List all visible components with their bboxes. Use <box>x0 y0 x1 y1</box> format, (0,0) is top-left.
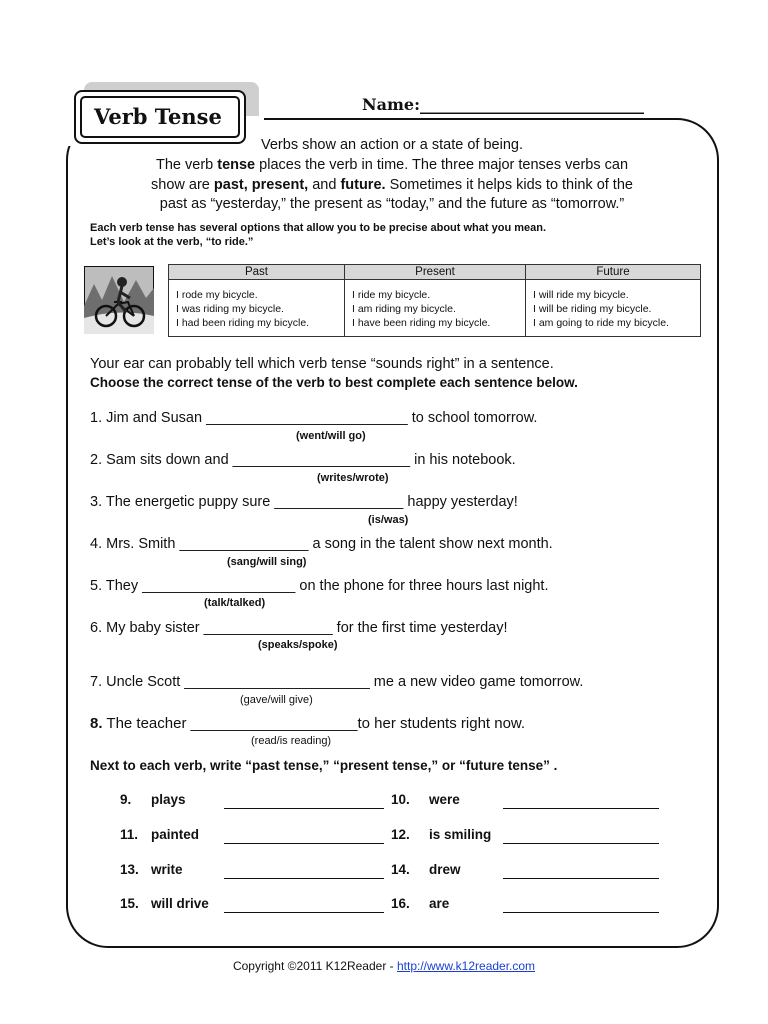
instruction-line-2: Choose the correct tense of the verb to best complete each sentence below. <box>90 375 578 390</box>
hint-4: (sang/will sing) <box>227 556 307 568</box>
answer-line[interactable] <box>503 808 659 809</box>
answer-blank[interactable]: ___________________ <box>142 578 296 594</box>
question-number: 8. <box>90 715 103 732</box>
question-text: to school tomorrow. <box>407 410 538 426</box>
table-line: I am going to ride my bicycle. <box>533 317 669 329</box>
table-header-past: Past <box>169 265 345 280</box>
intro-text: show are <box>151 177 214 193</box>
intro-text: Sometimes it helps kids to think of the <box>385 177 633 193</box>
question-8 <box>90 715 525 732</box>
name-field-label: Name:____________________________ <box>362 95 645 114</box>
answer-blank[interactable]: _________________________ <box>206 410 408 426</box>
answer-line[interactable] <box>503 843 659 844</box>
table-line: I will be riding my bicycle. <box>533 303 652 315</box>
intro-line-2 <box>84 157 700 173</box>
answer-blank[interactable]: ______________________ <box>232 452 411 468</box>
item-verb: were <box>429 792 460 807</box>
item-verb: painted <box>151 827 200 842</box>
table-line: I had been riding my bicycle. <box>176 317 310 329</box>
table-cell-future <box>526 280 701 337</box>
verb-tense-table <box>168 264 701 337</box>
table-cell-present <box>345 280 526 337</box>
note-line-1: Each verb tense has several options that allow you to be precise about what you mean. <box>90 222 547 234</box>
copyright-text: Copyright ©2011 K12Reader - <box>232 959 397 973</box>
item-verb: are <box>429 896 450 911</box>
answer-blank[interactable]: ________________ <box>203 620 333 636</box>
question-text: to her students right now. <box>357 715 526 732</box>
question-text: 6. My baby sister <box>90 620 204 636</box>
question-text: 3. The energetic puppy sure <box>90 494 275 510</box>
table-line: I will ride my bicycle. <box>533 289 629 301</box>
intro-text: places the verb in time. The three major tenses verbs can <box>255 157 629 173</box>
table-line: I ride my bicycle. <box>352 289 431 301</box>
intro-line-1: Verbs show an action or a state of being. <box>261 137 523 153</box>
item-verb: is smiling <box>429 827 492 842</box>
question-text: a song in the talent show next month. <box>308 536 553 552</box>
item-verb: drew <box>429 862 461 877</box>
k12reader-link[interactable]: http://www.k12reader.com <box>396 959 536 973</box>
hint-6: (speaks/spoke) <box>258 639 338 651</box>
bicycle-rider-illustration <box>84 266 154 334</box>
note-line-2: Let’s look at the verb, “to ride.” <box>90 236 254 248</box>
question-text: in his notebook. <box>410 452 516 468</box>
question-text: 7. Uncle Scott <box>90 674 185 690</box>
item-verb: will drive <box>151 896 209 911</box>
answer-line[interactable] <box>224 912 384 913</box>
answer-line[interactable] <box>224 808 384 809</box>
table-line: I am riding my bicycle. <box>352 303 456 315</box>
answer-line[interactable] <box>503 878 659 879</box>
question-5 <box>90 578 548 594</box>
question-text: The teacher <box>102 715 191 732</box>
question-text: me a new video game tomorrow. <box>369 674 584 690</box>
question-2 <box>90 452 516 468</box>
question-text: on the phone for three hours last night. <box>295 578 549 594</box>
intro-line-3 <box>84 177 700 193</box>
question-text: 2. Sam sits down and <box>90 452 233 468</box>
question-1 <box>90 410 537 426</box>
question-text: 4. Mrs. Smith <box>90 536 180 552</box>
item-number: 15. <box>120 896 139 911</box>
intro-text: and <box>308 177 341 193</box>
item-number: 13. <box>120 862 139 877</box>
table-line: I rode my bicycle. <box>176 289 258 301</box>
answer-blank[interactable]: _______________________ <box>184 674 370 690</box>
question-7 <box>90 674 583 690</box>
part2-instruction: Next to each verb, write “past tense,” “present tense,” or “future tense” . <box>90 758 558 773</box>
table-cell-past <box>169 280 345 337</box>
table-line: I have been riding my bicycle. <box>352 317 491 329</box>
answer-blank[interactable]: ____________________ <box>190 715 358 732</box>
answer-blank[interactable]: ________________ <box>179 536 309 552</box>
item-number: 12. <box>391 827 410 842</box>
question-text: 5. They <box>90 578 143 594</box>
question-text: for the first time yesterday! <box>332 620 508 636</box>
copyright-footer <box>0 959 768 973</box>
instruction-line-1: Your ear can probably tell which verb tense “sounds right” in a sentence. <box>90 356 554 372</box>
item-number: 14. <box>391 862 410 877</box>
question-text: 1. Jim and Susan <box>90 410 207 426</box>
hint-5: (talk/talked) <box>204 597 266 609</box>
answer-line[interactable] <box>503 912 659 913</box>
item-number: 11. <box>120 827 139 842</box>
item-verb: plays <box>151 792 186 807</box>
item-number: 16. <box>391 896 410 911</box>
table-header-present: Present <box>345 265 526 280</box>
item-number: 10. <box>391 792 410 807</box>
hint-7: (gave/will give) <box>240 694 313 706</box>
question-4 <box>90 536 553 552</box>
table-header-future: Future <box>526 265 701 280</box>
question-6 <box>90 620 508 636</box>
question-text: happy yesterday! <box>403 494 518 510</box>
intro-line-4: past as “yesterday,” the present as “today,” and the future as “tomorrow.” <box>159 196 625 212</box>
intro-bold-past-present: past, present, <box>213 177 309 193</box>
item-number: 9. <box>120 792 132 807</box>
hint-1: (went/will go) <box>296 430 366 442</box>
answer-line[interactable] <box>224 843 384 844</box>
intro-text: The verb <box>155 157 218 173</box>
intro-bold-future: future. <box>340 177 386 193</box>
table-line: I was riding my bicycle. <box>176 303 284 315</box>
question-3 <box>90 494 518 510</box>
item-verb: write <box>151 862 183 877</box>
answer-line[interactable] <box>224 878 384 879</box>
hint-3: (is/was) <box>368 514 409 526</box>
hint-8: (read/is reading) <box>251 735 332 747</box>
hint-2: (writes/wrote) <box>317 472 389 484</box>
intro-bold-tense: tense <box>217 157 256 173</box>
answer-blank[interactable]: ________________ <box>274 494 404 510</box>
page-title: Verb Tense <box>80 96 240 138</box>
